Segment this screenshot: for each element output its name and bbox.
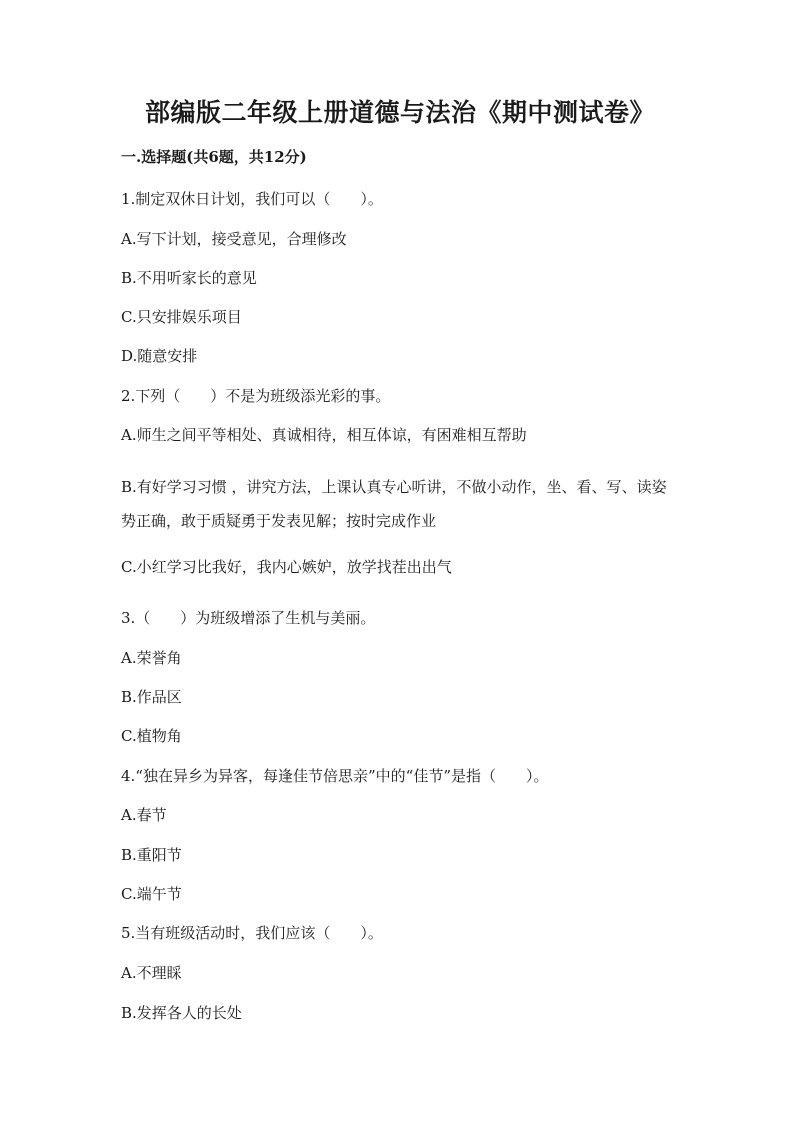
question-1-option-d: D.随意安排 — [121, 347, 198, 365]
question-5-option-a: A.不理睬 — [121, 964, 182, 982]
question-2-stem: 2.下列（ ）不是为班级添光彩的事。 — [121, 387, 391, 405]
exam-title: 部编版二年级上册道德与法治《期中测试卷》 — [144, 98, 655, 127]
question-2-option-b: B.有好学习习惯 ，讲究方法，上课认真专心听讲，不做小动作，坐、看、写、读姿势正确，敢于质疑勇于发表见解；按时完成作业 — [121, 478, 667, 530]
question-4-option-a: A.春节 — [121, 806, 167, 824]
question-1-option-a: A.写下计划，接受意见，合理修改 — [121, 230, 347, 248]
question-5-option-b: B.发挥各人的长处 — [121, 1004, 242, 1022]
question-1-option-c: C.只安排娱乐项目 — [121, 308, 242, 326]
question-2-option-a: A.师生之间平等相处、真诚相待，相互体谅，有困难相互帮助 — [121, 426, 527, 444]
question-4-option-b: B.重阳节 — [121, 846, 182, 864]
question-3-stem: 3.（ ）为班级增添了生机与美丽。 — [121, 609, 376, 627]
question-2-option-c: C.小红学习比我好，我内心嫉妒，放学找茬出出气 — [121, 558, 452, 576]
question-3-option-b: B.作品区 — [121, 688, 182, 706]
question-4-stem: 4.“独在异乡为异客，每逢佳节倍思亲”中的“佳节”是指（ ）。 — [121, 767, 549, 785]
question-5-stem: 5.当有班级活动时，我们应该（ ）。 — [121, 924, 383, 942]
question-4-option-c: C.端午节 — [121, 885, 182, 903]
question-1-stem: 1.制定双休日计划，我们可以（ ）。 — [121, 190, 383, 208]
section-heading: 一.选择题(共6题，共12分) — [121, 148, 307, 166]
question-3-option-a: A.荣誉角 — [121, 649, 182, 667]
question-1-option-b: B.不用听家长的意见 — [121, 269, 257, 287]
question-3-option-c: C.植物角 — [121, 727, 182, 745]
